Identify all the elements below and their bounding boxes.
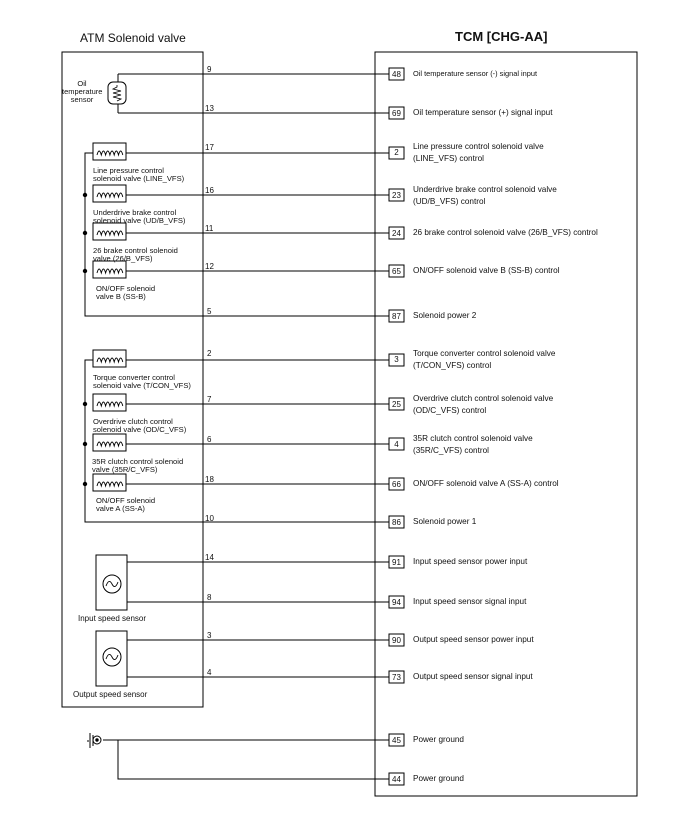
input-speed-sensor-symbol — [96, 555, 127, 610]
solenoid-coils — [93, 143, 126, 491]
signal-description: Underdrive brake control solenoid valve (UD/B_VFS) control — [413, 185, 557, 206]
signal-description: Solenoid power 1 — [413, 517, 477, 526]
tcm-pin-number: 69 — [392, 109, 401, 118]
tcm-pin-number: 90 — [392, 636, 401, 645]
line-vfs-label: Line pressure control solenoid valve (LINE_VFS) — [93, 166, 185, 184]
tcm-pin-number: 94 — [392, 598, 401, 607]
tcm-title: TCM [CHG-AA] — [455, 29, 548, 44]
junction-dot — [83, 482, 87, 486]
tcm-pin-number: 66 — [392, 480, 401, 489]
solenoid-coil — [93, 474, 126, 491]
signal-description: Input speed sensor signal input — [413, 597, 527, 606]
wire-number: 4 — [207, 668, 212, 677]
wire-number: 17 — [205, 143, 214, 152]
wire-number: 12 — [205, 262, 214, 271]
ssa-label: ON/OFF solenoid valve A (SS-A) — [96, 496, 156, 514]
junction-dot — [83, 231, 87, 235]
tcm-pin-number: 4 — [394, 440, 399, 449]
tcon-vfs-label: Torque converter control solenoid valve (T/CON_VFS) — [93, 373, 191, 391]
wire-number: 10 — [205, 514, 214, 523]
junction-dot — [83, 269, 87, 273]
output-speed-sensor-symbol — [96, 631, 127, 686]
udb-vfs-label: Underdrive brake control solenoid valve (UD/B_VFS) — [93, 208, 186, 226]
odc-vfs-label: Overdrive clutch control solenoid valve (OD/C_VFS) — [93, 417, 187, 435]
atm-solenoid-title: ATM Solenoid valve — [80, 31, 186, 45]
tcm-pin-number: 87 — [392, 312, 401, 321]
ground-wire-44 — [118, 740, 389, 779]
signal-description: Output speed sensor signal input — [413, 672, 533, 681]
junction-dot — [83, 402, 87, 406]
junction-dot — [83, 193, 87, 197]
signal-description: Input speed sensor power input — [413, 557, 528, 566]
signal-description: Oil temperature sensor (+) signal input — [413, 108, 553, 117]
signal-description: Solenoid power 2 — [413, 311, 477, 320]
solenoid-coil — [93, 350, 126, 367]
wire-number: 3 — [207, 631, 212, 640]
signal-description: Power ground — [413, 735, 464, 744]
signal-description: 35R clutch control solenoid valve (35R/C_VFS) control — [413, 434, 533, 455]
solenoid-coil — [93, 143, 126, 160]
signal-description: 26 brake control solenoid valve (26/B_VFS) control — [413, 228, 598, 237]
output-sensor-wire-4 — [113, 669, 389, 677]
solenoid-coil — [93, 185, 126, 202]
solenoid-coil — [93, 394, 126, 411]
wire-number: 16 — [205, 186, 214, 195]
tcm-pin-number: 25 — [392, 400, 401, 409]
tcm-pin-number: 86 — [392, 518, 401, 527]
wire-number: 13 — [205, 104, 214, 113]
b26-vfs-label: 26 brake control solenoid valve (26/B_VFS) — [93, 246, 178, 264]
oil-temp-sensor-label: Oil temperature sensor — [62, 79, 103, 104]
tcm-pin-number: 3 — [394, 355, 399, 364]
input-speed-sensor-label: Input speed sensor — [78, 614, 147, 623]
tcm-pin-number: 45 — [392, 736, 401, 745]
tcm-pin-number: 44 — [392, 775, 401, 784]
wire-number: 7 — [207, 395, 212, 404]
ground-symbol — [87, 733, 101, 748]
ssb-label: ON/OFF solenoid valve B (SS-B) — [96, 284, 156, 302]
tcm-pin-number: 24 — [392, 229, 401, 238]
wire-number: 2 — [207, 349, 212, 358]
signal-description: ON/OFF solenoid valve B (SS-B) control — [413, 266, 560, 275]
wire-number: 5 — [207, 307, 212, 316]
signal-description: Line pressure control solenoid valve (LINE_VFS) control — [413, 142, 544, 163]
signal-description: Power ground — [413, 774, 464, 783]
tcm-pin-number: 2 — [394, 148, 399, 157]
signal-description: Oil temperature sensor (-) signal input — [413, 69, 538, 78]
tcm-pin-number: 65 — [392, 267, 401, 276]
tcm-pin-number: 23 — [392, 191, 401, 200]
signal-description: Overdrive clutch control solenoid valve (OD/C_VFS) control — [413, 394, 554, 415]
r35c-vfs-label: 35R clutch control solenoid valve (35R/C_VFS) — [92, 457, 184, 475]
wire-number: 9 — [207, 65, 212, 74]
solenoid-coil — [93, 434, 126, 451]
signal-description: ON/OFF solenoid valve A (SS-A) control — [413, 479, 559, 488]
output-speed-sensor-label: Output speed sensor — [73, 690, 148, 699]
wire-number: 6 — [207, 435, 212, 444]
signal-description: Output speed sensor power input — [413, 635, 534, 644]
tcm-pin-number: 48 — [392, 70, 401, 79]
tcm-pin-number: 91 — [392, 558, 401, 567]
wire-number: 11 — [205, 224, 214, 233]
oil-temp-sensor-symbol — [108, 82, 126, 104]
output-sensor-box — [96, 631, 127, 686]
wire-number: 8 — [207, 593, 212, 602]
tcm-pin-number: 73 — [392, 673, 401, 682]
input-sensor-wire-8 — [113, 597, 389, 602]
wire-number: 14 — [205, 553, 214, 562]
junction-dot — [83, 442, 87, 446]
signal-description: Torque converter control solenoid valve (T/CON_VFS) control — [413, 349, 556, 370]
wire-number: 18 — [205, 475, 214, 484]
